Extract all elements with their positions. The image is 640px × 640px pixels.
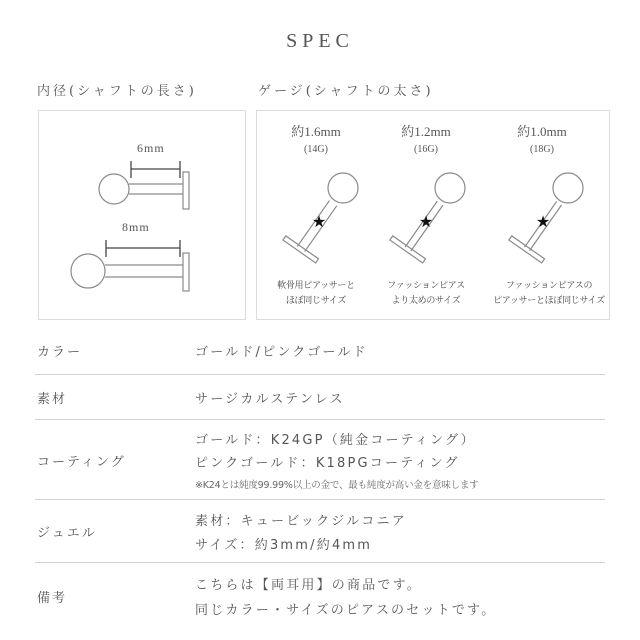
spec-label-remarks: 備考	[37, 591, 68, 606]
spec-note-coating: ※K24とは純度99.99%以上の金で、最も純度が高い金を意味します	[195, 480, 479, 491]
gauge-number: (14G)	[304, 144, 328, 155]
note-line: ほぼ同じサイズ	[285, 296, 347, 306]
note-line: ファッションピアスの	[505, 281, 593, 291]
gauge-18g-note	[487, 279, 611, 309]
page-title: SPEC	[286, 30, 354, 52]
gauge-mm: 約1.2mm	[401, 124, 451, 139]
piercing-6mm-icon	[99, 172, 189, 209]
star-icon: ★	[535, 212, 551, 231]
spec-label-jewel: ジュエル	[37, 526, 97, 541]
spec-label-color: カラー	[37, 345, 83, 360]
dimension-bracket-6mm	[131, 161, 180, 178]
spec-value-material: サージカルステンレス	[195, 392, 345, 407]
note-line: より太めのサイズ	[391, 296, 461, 306]
gauge-section-label: ゲージ(シャフトの太さ)	[258, 84, 434, 99]
gauge-16g-note	[367, 279, 485, 309]
gauge-number: (16G)	[414, 144, 438, 155]
gauge-14g-note	[257, 279, 375, 309]
divider	[35, 419, 605, 420]
spec-value-remarks-line2: 同じカラー・サイズのピアスのセットです。	[195, 603, 497, 618]
spec-value-coating-line1: ゴールド：K24GP（純金コーティング）	[195, 433, 476, 448]
gauge-mm: 約1.6mm	[291, 124, 341, 139]
gauge-number: (18G)	[530, 144, 554, 155]
spec-label-material: 素材	[37, 392, 68, 407]
divider	[35, 374, 605, 375]
star-icon: ★	[418, 212, 434, 231]
spec-value-remarks-line1: こちらは【両耳用】の商品です。	[195, 578, 422, 593]
note-line: ピアッサーとほぼ同じサイズ	[493, 296, 605, 306]
gauge-14g-header	[257, 121, 375, 155]
star-icon: ★	[311, 212, 327, 231]
gauge-18g-header	[483, 121, 601, 155]
piercing-8mm-icon	[71, 253, 189, 291]
gauge-diagram-box	[256, 110, 610, 320]
spec-label-coating: コーティング	[37, 455, 126, 470]
dimension-bracket-8mm	[106, 240, 180, 257]
gauge-16g-header	[367, 121, 485, 155]
spec-value-color: ゴールド/ピンクゴールド	[195, 345, 368, 360]
length-label-8mm: 8mm	[122, 220, 150, 234]
divider	[35, 499, 605, 500]
length-diagram-box	[38, 110, 246, 320]
length-label-6mm: 6mm	[137, 141, 165, 155]
note-line: ファッションピアス	[387, 281, 465, 291]
gauge-mm: 約1.0mm	[517, 124, 567, 139]
length-section-label: 内径(シャフトの長さ)	[37, 84, 197, 99]
spec-value-jewel-line1: 素材：キュービックジルコニア	[195, 514, 407, 529]
divider	[35, 562, 605, 563]
note-line: 軟骨用ピアッサーと	[277, 281, 355, 291]
spec-value-coating-line2: ピンクゴールド：K18PGコーティング	[195, 456, 460, 471]
spec-value-jewel-line2: サイズ：約3mm/約4mm	[195, 538, 373, 553]
